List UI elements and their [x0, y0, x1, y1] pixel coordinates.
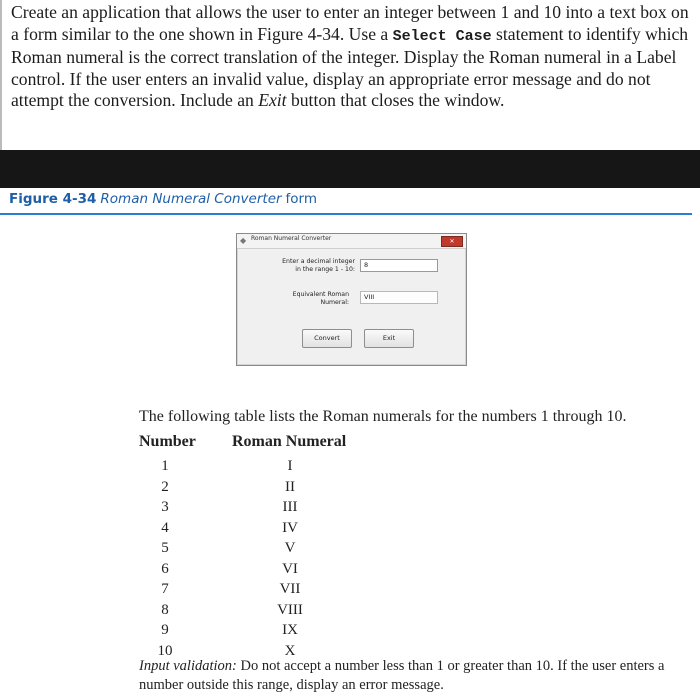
table-row-number: 4	[161, 519, 169, 536]
dark-divider-bar	[0, 150, 700, 188]
app-icon: ◆	[240, 236, 247, 245]
table-row-number: 2	[161, 478, 169, 495]
input-label: Enter a decimal integer in the range 1 - 10:	[282, 258, 355, 273]
table-row-number: 10	[157, 642, 173, 659]
exit-word: Exit	[258, 90, 287, 110]
table-row-roman: IV	[282, 519, 298, 536]
table-row-roman: VII	[279, 581, 301, 597]
problem-statement	[0, 0, 700, 150]
roman-output-label: VIII	[360, 291, 438, 304]
table-row-roman: IX	[282, 622, 298, 638]
figure-title: Roman Numeral Converter	[100, 191, 282, 207]
header-roman: Roman Numeral	[232, 433, 347, 450]
validation-text: Do not accept a number less than 1 or greater than 10. If the user enters a number outside this range, display an error message.	[139, 658, 665, 693]
convert-button[interactable]: Convert	[302, 329, 352, 348]
table-row-roman: VIII	[277, 601, 303, 618]
problem-text: Create an application that allows the user to enter an integer between 1 and 10 into a text box on a form similar to the one shown in Figure 4-34. Use a Select Case statement to identify which Roman numeral is the correct translation of the integer. Display the Roman numeral in a Label control. If the user enters an invalid value, display an appropriate error message and do not attempt the conversion. Include an Exit button that closes the window.	[11, 2, 689, 110]
roman-converter-window	[236, 233, 467, 366]
table-row-number: 8	[161, 601, 169, 618]
output-label: Equivalent Roman Numeral:	[292, 291, 349, 306]
number-column	[150, 456, 180, 661]
table-lead: The following table lists the Roman numerals for the numbers 1 through 10.	[139, 408, 627, 425]
table-row-number: 5	[161, 540, 169, 556]
table-row-number: 9	[161, 622, 169, 638]
roman-column	[275, 456, 305, 661]
table-row-number: 6	[161, 560, 169, 577]
table-row-roman: II	[285, 478, 295, 495]
window-title: Roman Numeral Converter	[251, 235, 332, 242]
figure-number: Figure 4-34	[9, 191, 97, 207]
select-case-code: Select Case	[392, 27, 492, 45]
table-row-roman: V	[284, 540, 296, 556]
figure-rule	[0, 213, 692, 215]
window-title-bar	[237, 234, 466, 249]
figure-caption	[9, 191, 317, 207]
exit-button[interactable]: Exit	[364, 329, 414, 348]
table-row-number: 3	[161, 499, 169, 515]
table-row-roman: VI	[282, 560, 298, 577]
integer-input[interactable]: 8	[360, 259, 438, 272]
table-row-roman: I	[287, 458, 293, 474]
table-row-number: 7	[161, 581, 169, 597]
table-row-number: 1	[161, 458, 169, 474]
table-row-roman: X	[284, 642, 296, 659]
validation-label: Input validation:	[139, 658, 237, 674]
table-row-roman: III	[282, 499, 298, 515]
header-number: Number	[139, 433, 196, 450]
figure-suffix: form	[285, 191, 318, 207]
input-validation-note	[139, 657, 695, 695]
close-icon[interactable]: ✕	[441, 236, 463, 247]
